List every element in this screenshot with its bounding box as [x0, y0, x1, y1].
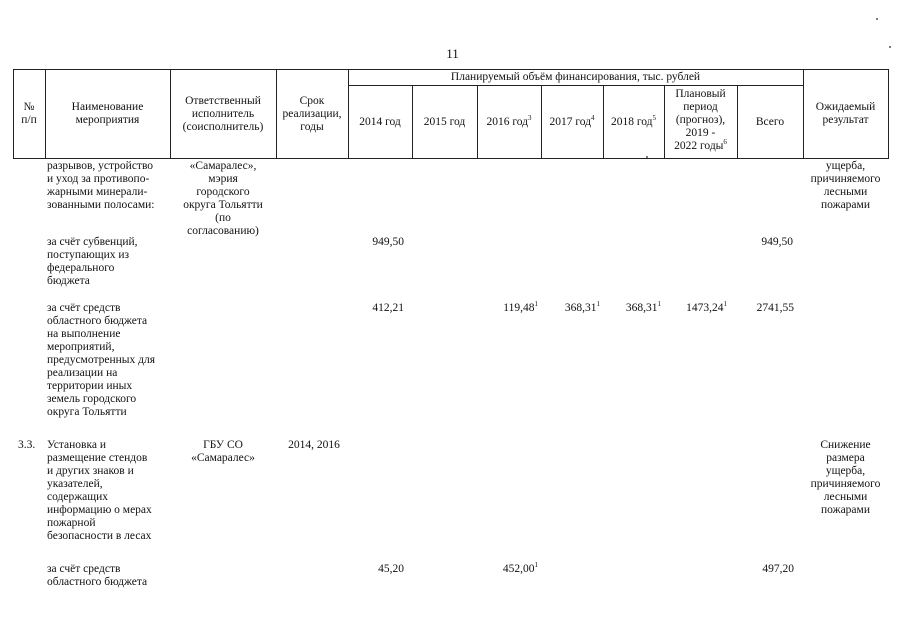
header-year-2018: 2018 год$^5$ — [610, 114, 657, 128]
cell-2014: 45,20 — [378, 563, 404, 575]
header-total: Всего — [755, 116, 785, 128]
header-responsible: Ответственный исполнитель (соисполнитель) — [182, 95, 264, 133]
header-planned-period: Плановый период (прогноз), 2019 - 2022 годы$^6$ — [674, 88, 727, 152]
header-funding-title: Планируемый объём финансирования, тыс. рублей — [450, 71, 701, 83]
row-number: 3.3. — [18, 439, 36, 451]
scan-speck — [876, 18, 878, 20]
row-name: Установка и размещение стендов и других знаков и указателей, содержащих информацию о мерах пожарной безопасности в лесах — [47, 439, 152, 542]
header-num: № п/п — [21, 101, 37, 126]
cell-total: 497,20 — [762, 563, 794, 575]
cell-total: 949,50 — [761, 236, 793, 248]
cell-2014: 412,21 — [372, 302, 404, 314]
row-name: за счёт средств областного бюджета — [47, 563, 148, 588]
cell-2016: 119,48$^1$ — [503, 300, 538, 314]
cell-2018: 368,31$^1$ — [625, 300, 661, 314]
row-name: разрывов, устройство и уход за противопо- жарными минерали- зованными полосами: — [47, 160, 155, 211]
header-year-2016: 2016 год$^3$ — [486, 114, 532, 128]
cell-2016: 452,00$^1$ — [502, 561, 538, 575]
scan-speck — [889, 46, 891, 48]
cell-total: 2741,55 — [756, 302, 794, 314]
header-year-2015: 2015 год — [423, 116, 466, 128]
row-responsible: ГБУ СО «Самаралес» — [191, 439, 255, 464]
header-term: Срок реализации, годы — [282, 95, 342, 133]
page-number: 11 — [446, 46, 459, 61]
header-year-2014: 2014 год — [359, 116, 401, 128]
header-result: Ожидаемый результат — [815, 101, 876, 126]
row-term: 2014, 2016 — [288, 439, 340, 451]
cell-2014: 949,50 — [372, 236, 404, 248]
cell-planned: 1473,24$^1$ — [686, 300, 727, 314]
row-responsible: «Самаралес», мэрия городского округа Тольятти (по согласованию) — [183, 160, 263, 237]
header-year-2017: 2017 год$^4$ — [549, 114, 595, 128]
cell-2017: 368,31$^1$ — [564, 300, 600, 314]
row-result: Снижение размера ущерба, причиняемого лесными пожарами — [810, 439, 881, 516]
row-name: за счёт средств областного бюджета на выполнение мероприятий, предусмотренных для реализации на территории иных земель городского округа Тольятти — [47, 302, 155, 418]
scan-speck — [646, 156, 648, 158]
header-name: Наименование мероприятия — [71, 101, 144, 126]
row-result: ущерба, причиняемого лесными пожарами — [810, 160, 881, 211]
row-name: за счёт субвенций, поступающих из федерального бюджета — [47, 236, 138, 287]
